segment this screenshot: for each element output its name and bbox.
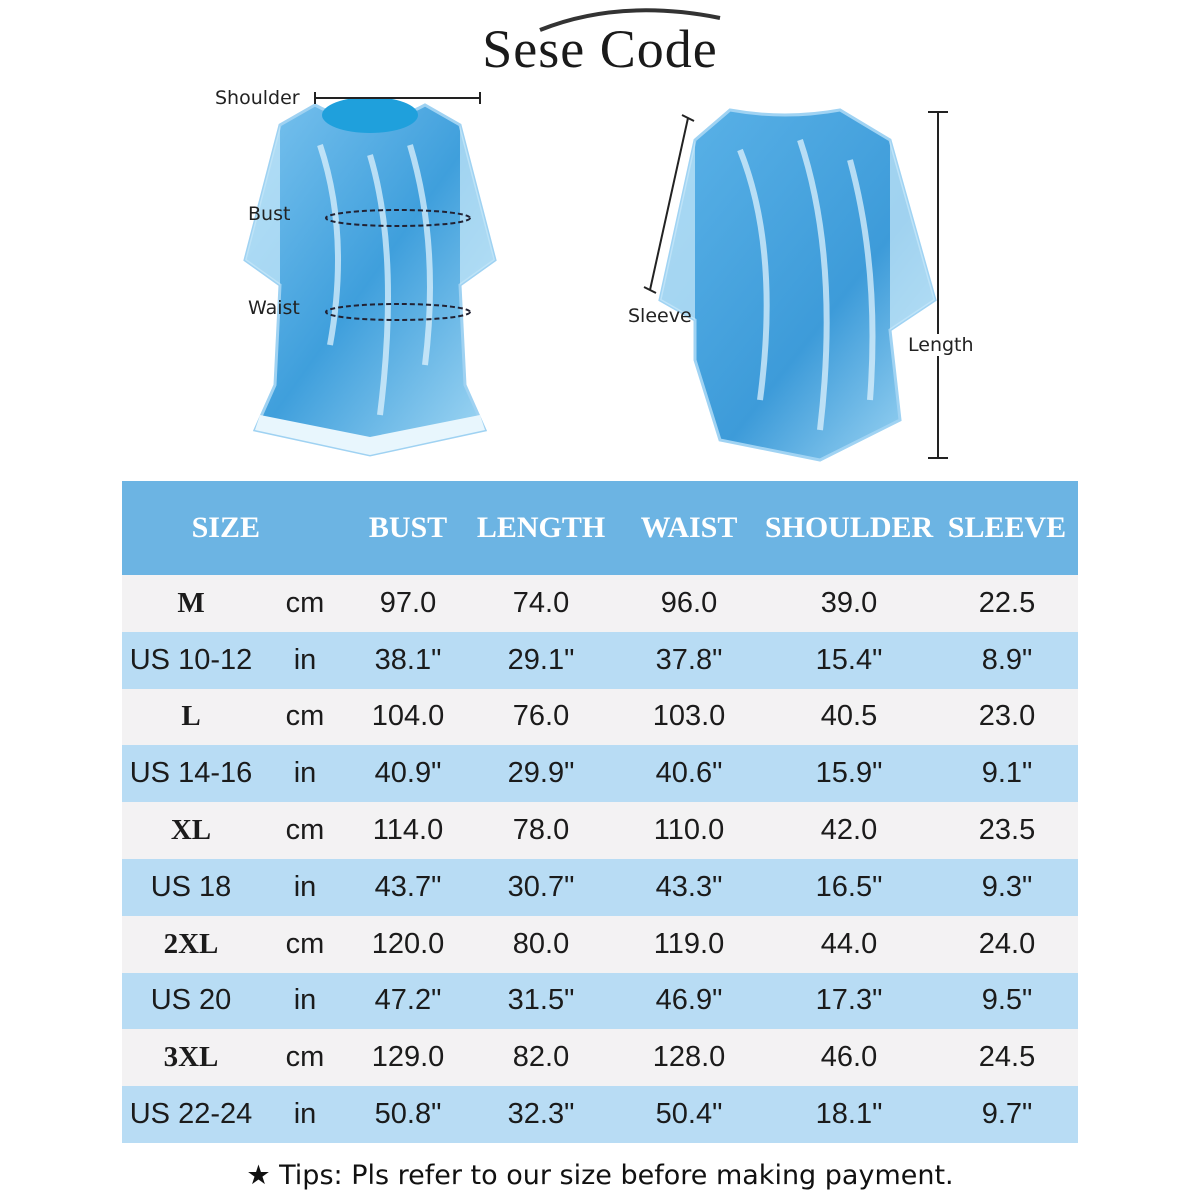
header-sleeve: SLEEVE [936, 481, 1078, 575]
length-value: 31.5" [466, 973, 616, 1030]
length-value: 29.1" [466, 632, 616, 689]
us-size: US 14-16 [122, 745, 260, 802]
table-row [122, 1086, 1078, 1143]
length-value: 76.0 [466, 689, 616, 746]
us-size: US 20 [122, 973, 260, 1030]
sleeve-value: 23.0 [936, 689, 1078, 746]
size-name: XL [122, 802, 260, 859]
waist-value: 128.0 [616, 1029, 762, 1086]
shoulder-value: 39.0 [762, 575, 936, 632]
tips-note: ★ Tips: Pls refer to our size before making payment. [246, 1160, 954, 1191]
header-unit [260, 481, 350, 575]
sleeve-value: 22.5 [936, 575, 1078, 632]
sleeve-value: 9.3" [936, 859, 1078, 916]
waist-value: 50.4" [616, 1086, 762, 1143]
length-value: 32.3" [466, 1086, 616, 1143]
bust-value: 50.8" [350, 1086, 466, 1143]
header-waist: WAIST [616, 481, 762, 575]
header-shoulder: SHOULDER [762, 481, 936, 575]
bust-value: 114.0 [350, 802, 466, 859]
shoulder-value: 16.5" [762, 859, 936, 916]
waist-value: 46.9" [616, 973, 762, 1030]
length-label: Length [908, 334, 974, 356]
length-value: 74.0 [466, 575, 616, 632]
waist-value: 103.0 [616, 689, 762, 746]
unit: cm [260, 916, 350, 973]
front-garment-illustration [210, 85, 530, 475]
sleeve-value: 24.5 [936, 1029, 1078, 1086]
unit: in [260, 973, 350, 1030]
unit: cm [260, 802, 350, 859]
length-value: 30.7" [466, 859, 616, 916]
shoulder-value: 18.1" [762, 1086, 936, 1143]
shoulder-value: 17.3" [762, 973, 936, 1030]
size-name: 2XL [122, 916, 260, 973]
unit: in [260, 1086, 350, 1143]
unit: in [260, 632, 350, 689]
table-header-row [122, 481, 1078, 575]
waist-label: Waist [248, 297, 300, 319]
bust-value: 47.2" [350, 973, 466, 1030]
shoulder-value: 44.0 [762, 916, 936, 973]
table-row [122, 973, 1078, 1030]
bust-label: Bust [248, 203, 291, 225]
waist-value: 96.0 [616, 575, 762, 632]
sleeve-value: 9.1" [936, 745, 1078, 802]
sleeve-label: Sleeve [628, 305, 692, 327]
size-name: L [122, 689, 260, 746]
shoulder-value: 40.5 [762, 689, 936, 746]
table-row [122, 916, 1078, 973]
us-size: US 10-12 [122, 632, 260, 689]
unit: cm [260, 575, 350, 632]
length-value: 80.0 [466, 916, 616, 973]
header-length: LENGTH [466, 481, 616, 575]
unit: cm [260, 689, 350, 746]
waist-value: 37.8" [616, 632, 762, 689]
table-row [122, 745, 1078, 802]
header-size: SIZE [122, 481, 260, 575]
bust-value: 43.7" [350, 859, 466, 916]
sleeve-value: 9.7" [936, 1086, 1078, 1143]
brand-logo: Sese Code [482, 19, 718, 79]
size-chart-table [122, 481, 1078, 1143]
waist-value: 110.0 [616, 802, 762, 859]
unit: cm [260, 1029, 350, 1086]
bust-value: 97.0 [350, 575, 466, 632]
header-bust: BUST [350, 481, 466, 575]
shoulder-value: 15.9" [762, 745, 936, 802]
table-row [122, 1029, 1078, 1086]
waist-value: 40.6" [616, 745, 762, 802]
waist-value: 43.3" [616, 859, 762, 916]
us-size: US 18 [122, 859, 260, 916]
us-size: US 22-24 [122, 1086, 260, 1143]
waist-value: 119.0 [616, 916, 762, 973]
sleeve-value: 23.5 [936, 802, 1078, 859]
table-row [122, 859, 1078, 916]
bust-value: 40.9" [350, 745, 466, 802]
sleeve-value: 8.9" [936, 632, 1078, 689]
sleeve-value: 9.5" [936, 973, 1078, 1030]
back-garment-illustration [620, 100, 990, 470]
bust-value: 129.0 [350, 1029, 466, 1086]
bust-value: 104.0 [350, 689, 466, 746]
length-value: 78.0 [466, 802, 616, 859]
shoulder-value: 46.0 [762, 1029, 936, 1086]
table-row [122, 802, 1078, 859]
table-row [122, 689, 1078, 746]
unit: in [260, 745, 350, 802]
shoulder-label: Shoulder [215, 87, 300, 109]
size-name: 3XL [122, 1029, 260, 1086]
sleeve-value: 24.0 [936, 916, 1078, 973]
shoulder-value: 15.4" [762, 632, 936, 689]
table-row [122, 632, 1078, 689]
bust-value: 38.1" [350, 632, 466, 689]
size-name: M [122, 575, 260, 632]
length-value: 82.0 [466, 1029, 616, 1086]
length-value: 29.9" [466, 745, 616, 802]
shoulder-value: 42.0 [762, 802, 936, 859]
table-row [122, 575, 1078, 632]
bust-value: 120.0 [350, 916, 466, 973]
unit: in [260, 859, 350, 916]
